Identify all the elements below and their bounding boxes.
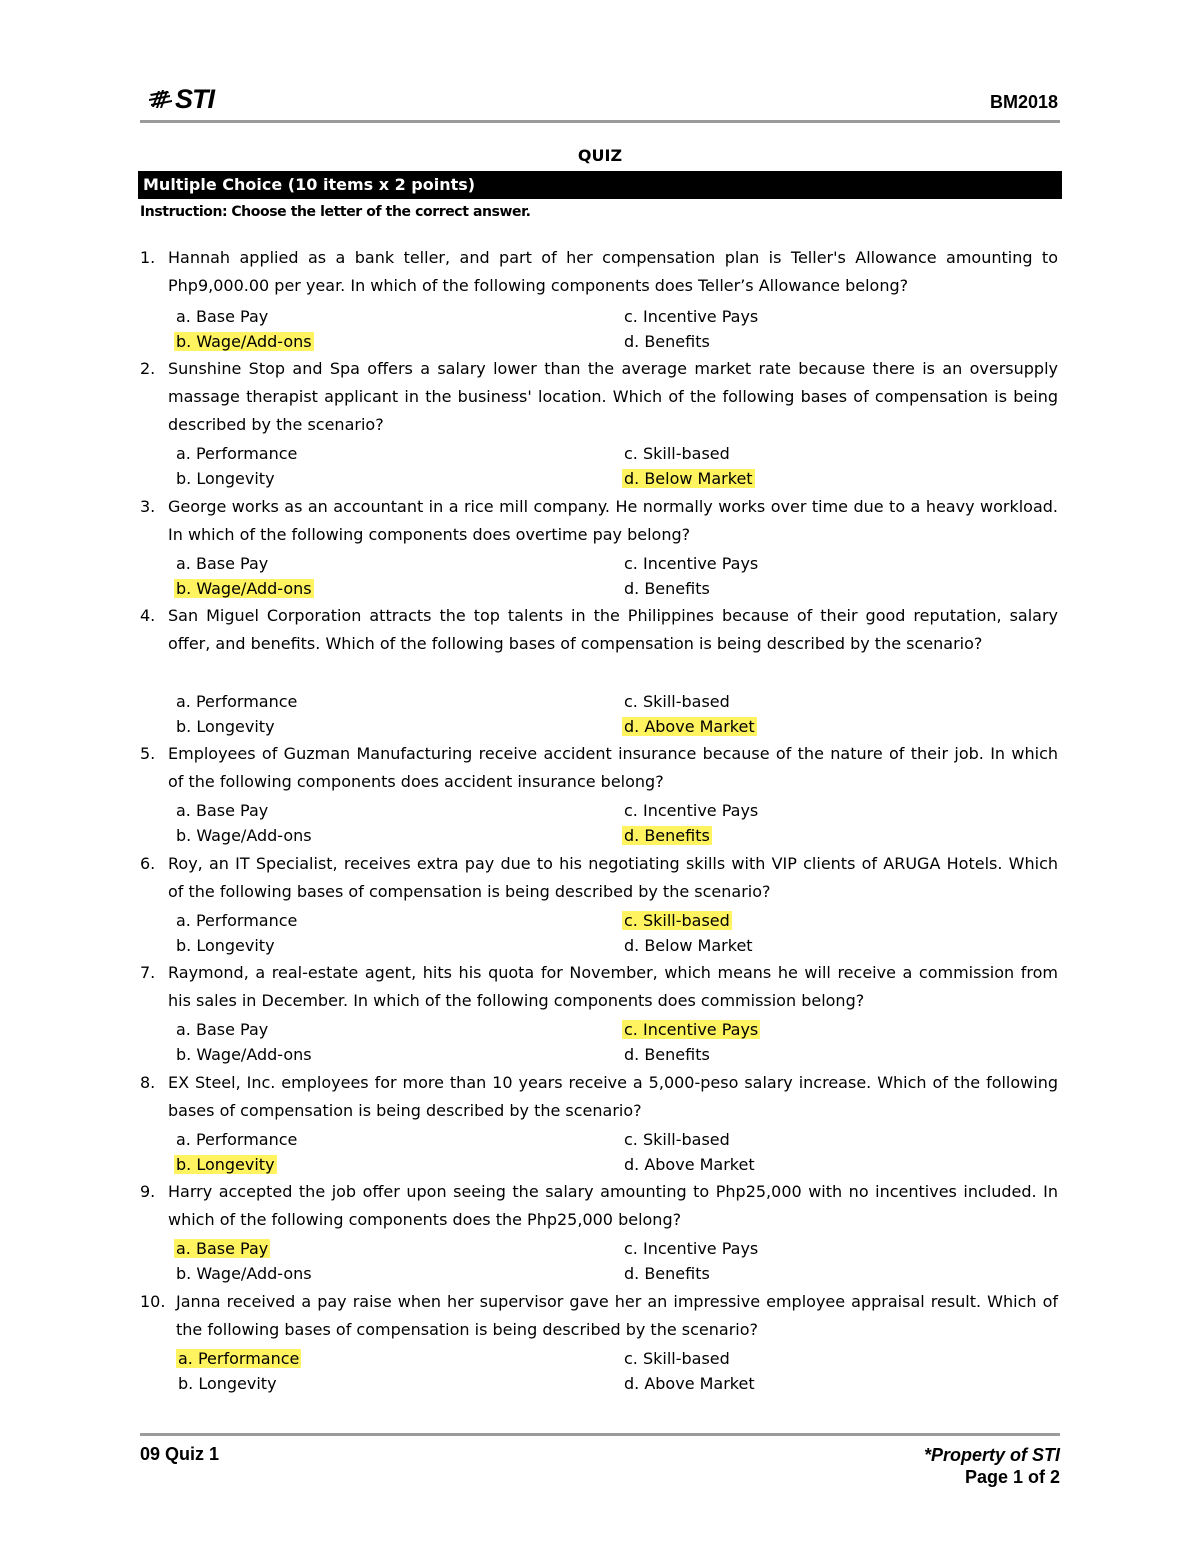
- option-label: b. Wage/Add-ons: [176, 1264, 312, 1283]
- answer-option-c: [624, 1018, 760, 1042]
- answer-option-b: [176, 1043, 312, 1067]
- answer-option-b: [176, 934, 275, 958]
- answer-option-d: [624, 824, 712, 848]
- option-label: b. Longevity: [176, 469, 275, 488]
- answer-option-a: [176, 442, 297, 466]
- option-label: a. Performance: [176, 444, 298, 463]
- option-label: a. Performance: [176, 1130, 298, 1149]
- footer-doc-label: 09 Quiz 1: [140, 1444, 220, 1464]
- option-label: a. Performance: [176, 911, 298, 930]
- option-label: b. Longevity: [176, 936, 275, 955]
- answer-option-b: [176, 824, 312, 848]
- question-text: Janna received a pay raise when her supervisor gave her an impressive employee appraisal result. Which of the following bases of compensation is being described by the scenario?: [176, 1292, 1058, 1339]
- section-bar: Multiple Choice (10 items x 2 points): [138, 171, 1062, 199]
- footer-property: *Property of STI: [923, 1445, 1060, 1465]
- question-number: 7.: [140, 963, 156, 982]
- question-text: San Miguel Corporation attracts the top talents in the Philippines because of their good reputation, salary offer, and benefits. Which of the following bases of compensation is being described by the scenario?: [168, 606, 1058, 653]
- option-label: a. Base Pay: [176, 801, 269, 820]
- option-label: b. Longevity: [178, 1374, 277, 1393]
- correct-answer-highlight: a. Base Pay: [176, 1239, 269, 1258]
- answer-option-a: [176, 1237, 270, 1261]
- answer-option-a: [176, 1128, 297, 1152]
- question-text: Roy, an IT Specialist, receives extra pay due to his negotiating skills with VIP clients of ARUGA Hotels. Which of the following bases of compensation is being described by the scenario?: [168, 854, 1058, 901]
- footer-right: [924, 1444, 1060, 1488]
- option-label: d. Below Market: [624, 936, 753, 955]
- question-number: 1.: [140, 248, 156, 267]
- answer-option-b: [178, 1372, 277, 1396]
- answer-option-a: [176, 690, 297, 714]
- answer-option-b: [176, 577, 314, 601]
- header-divider: [140, 120, 1060, 123]
- option-label: d. Above Market: [624, 1374, 755, 1393]
- answer-option-a: [176, 305, 268, 329]
- answer-option-d: [624, 330, 710, 354]
- option-label: d. Benefits: [624, 579, 710, 598]
- option-label: b. Longevity: [176, 717, 275, 736]
- correct-answer-highlight: d. Benefits: [624, 826, 710, 845]
- option-label: c. Skill-based: [624, 692, 730, 711]
- answer-option-d: [624, 1153, 755, 1177]
- course-code: BM2018: [989, 92, 1058, 112]
- question-text: Sunshine Stop and Spa offers a salary lower than the average market rate because there is an oversupply massage therapist applicant in the business' location. Which of the following bases of compensation is being described by the scenario?: [168, 359, 1058, 434]
- answer-option-c: [624, 909, 732, 933]
- option-label: d. Benefits: [624, 332, 710, 351]
- correct-answer-highlight: b. Wage/Add-ons: [176, 579, 312, 598]
- question-text: Employees of Guzman Manufacturing receive accident insurance because of the nature of their job. In which of the following components does accident insurance belong?: [168, 744, 1058, 791]
- question-text: George works as an accountant in a rice mill company. He normally works over time due to a heavy workload. In which of the following components does overtime pay belong?: [168, 497, 1058, 544]
- answer-option-d: [624, 577, 710, 601]
- option-label: c. Incentive Pays: [624, 554, 759, 573]
- answer-option-a: [178, 1347, 301, 1371]
- question-number: 6.: [140, 854, 156, 873]
- globe-logo-icon: [148, 87, 174, 111]
- sti-logo: [148, 84, 214, 114]
- option-label: c. Incentive Pays: [624, 307, 759, 326]
- answer-option-b: [176, 467, 275, 491]
- correct-answer-highlight: c. Skill-based: [624, 911, 730, 930]
- correct-answer-highlight: a. Performance: [178, 1349, 300, 1368]
- answer-option-c: [624, 799, 758, 823]
- page-header: [140, 84, 1060, 118]
- option-label: d. Benefits: [624, 1264, 710, 1283]
- answer-option-c: [624, 1237, 758, 1261]
- option-label: b. Wage/Add-ons: [176, 1045, 312, 1064]
- answer-option-c: [624, 305, 758, 329]
- option-label: a. Base Pay: [176, 1020, 269, 1039]
- answer-option-c: [624, 1128, 730, 1152]
- option-label: a. Base Pay: [176, 554, 269, 573]
- question-number: 4.: [140, 606, 156, 625]
- footer-divider: [140, 1433, 1060, 1436]
- correct-answer-highlight: c. Incentive Pays: [624, 1020, 759, 1039]
- answer-option-c: [624, 552, 758, 576]
- quiz-title: QUIZ: [577, 146, 623, 165]
- instruction-text: Choose the letter of the correct answer.: [231, 204, 531, 220]
- answer-option-d: [624, 1372, 755, 1396]
- question-number: 3.: [140, 497, 156, 516]
- option-label: d. Above Market: [624, 1155, 755, 1174]
- answer-option-b: [176, 715, 275, 739]
- instruction: [140, 204, 531, 220]
- question-text: Hannah applied as a bank teller, and part of her compensation plan is Teller's Allowance amounting to Php9,000.00 per year. In which of the following components does Teller’s Allowance belong?: [168, 248, 1058, 295]
- question-text: EX Steel, Inc. employees for more than 10 years receive a 5,000-peso salary increase. Which of the following bases of compensation is being described by the scenario?: [168, 1073, 1058, 1120]
- answer-option-c: [624, 690, 730, 714]
- option-label: c. Incentive Pays: [624, 1239, 759, 1258]
- answer-option-b: [176, 1153, 277, 1177]
- answer-option-d: [624, 715, 757, 739]
- question-text: Raymond, a real-estate agent, hits his quota for November, which means he will receive a commission from his sales in December. In which of the following components does commission belong?: [168, 963, 1058, 1010]
- answer-option-b: [176, 330, 314, 354]
- answer-option-d: [624, 467, 755, 491]
- question-number: 8.: [140, 1073, 156, 1092]
- answer-option-b: [176, 1262, 312, 1286]
- instruction-label: Instruction:: [140, 204, 228, 220]
- option-label: c. Skill-based: [624, 1349, 730, 1368]
- answer-option-c: [624, 442, 730, 466]
- question-number: 2.: [140, 359, 156, 378]
- correct-answer-highlight: d. Above Market: [624, 717, 755, 736]
- answer-option-a: [176, 799, 268, 823]
- logo-text: STI: [175, 83, 215, 114]
- correct-answer-highlight: d. Below Market: [624, 469, 753, 488]
- option-label: a. Performance: [176, 692, 298, 711]
- question-text: Harry accepted the job offer upon seeing the salary amounting to Php25,000 with no incentives included. In which of the following components does the Php25,000 belong?: [168, 1182, 1058, 1229]
- option-label: c. Skill-based: [624, 1130, 730, 1149]
- question-number: 9.: [140, 1182, 156, 1201]
- option-label: b. Wage/Add-ons: [176, 826, 312, 845]
- answer-option-d: [624, 1262, 710, 1286]
- answer-option-a: [176, 552, 268, 576]
- answer-option-d: [624, 1043, 710, 1067]
- option-label: c. Incentive Pays: [624, 801, 759, 820]
- answer-option-c: [624, 1347, 730, 1371]
- answer-option-a: [176, 909, 297, 933]
- correct-answer-highlight: b. Wage/Add-ons: [176, 332, 312, 351]
- answer-option-d: [624, 934, 753, 958]
- question-number: 10.: [140, 1292, 166, 1311]
- option-label: a. Base Pay: [176, 307, 269, 326]
- question-number: 5.: [140, 744, 156, 763]
- option-label: d. Benefits: [624, 1045, 710, 1064]
- correct-answer-highlight: b. Longevity: [176, 1155, 275, 1174]
- footer-page-number: Page 1 of 2: [964, 1467, 1060, 1487]
- option-label: c. Skill-based: [624, 444, 730, 463]
- answer-option-a: [176, 1018, 268, 1042]
